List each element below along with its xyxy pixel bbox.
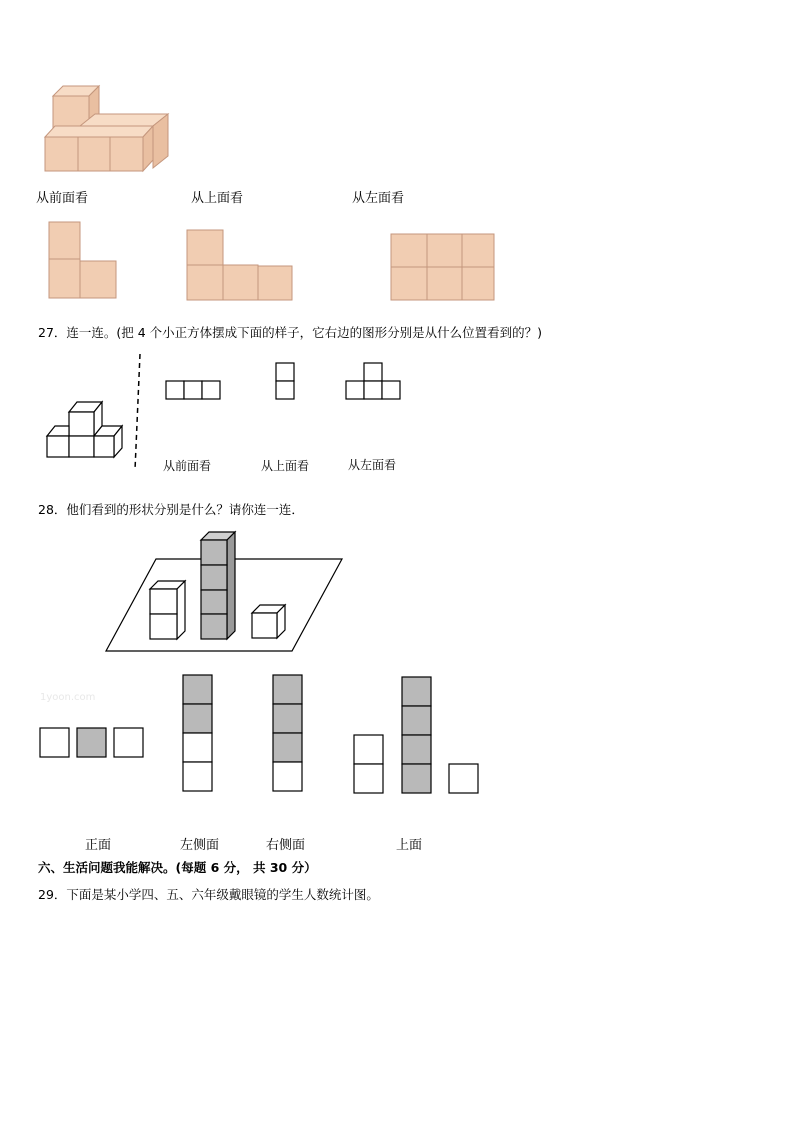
q27-label-left: 从左面看 (348, 458, 397, 472)
view-label-front: 从前面看 (36, 191, 89, 206)
question-number: 28． (38, 502, 67, 517)
q28-label-left-side: 左侧面 (180, 838, 220, 853)
question-29 (38, 885, 379, 903)
question-text: 下面是某小学四、五、六年级戴眼镜的学生人数统计图。 (66, 887, 379, 902)
view-label-left: 从左面看 (352, 191, 405, 206)
question-text: 他们看到的形状分别是什么？请你连一连． (66, 502, 304, 517)
section-6-heading: 六、生活问题我能解决。(每题 6 分， 共 30 分） (38, 860, 317, 875)
q28-label-top: 上面 (396, 838, 423, 853)
view-label-top: 从上面看 (191, 191, 244, 206)
q28-label-front: 正面 (85, 838, 112, 853)
question-number: 27． (38, 325, 67, 340)
question-text: 连一连。(把 4 个小正方体摆成下面的样子，它右边的图形分别是从什么位置看到的？) (66, 325, 543, 340)
watermark: 1yoon.com (40, 692, 96, 703)
q27-label-top: 从上面看 (261, 459, 310, 473)
question-number: 29． (38, 887, 67, 902)
q27-label-front: 从前面看 (163, 459, 212, 473)
q28-label-right-side: 右侧面 (266, 838, 306, 853)
